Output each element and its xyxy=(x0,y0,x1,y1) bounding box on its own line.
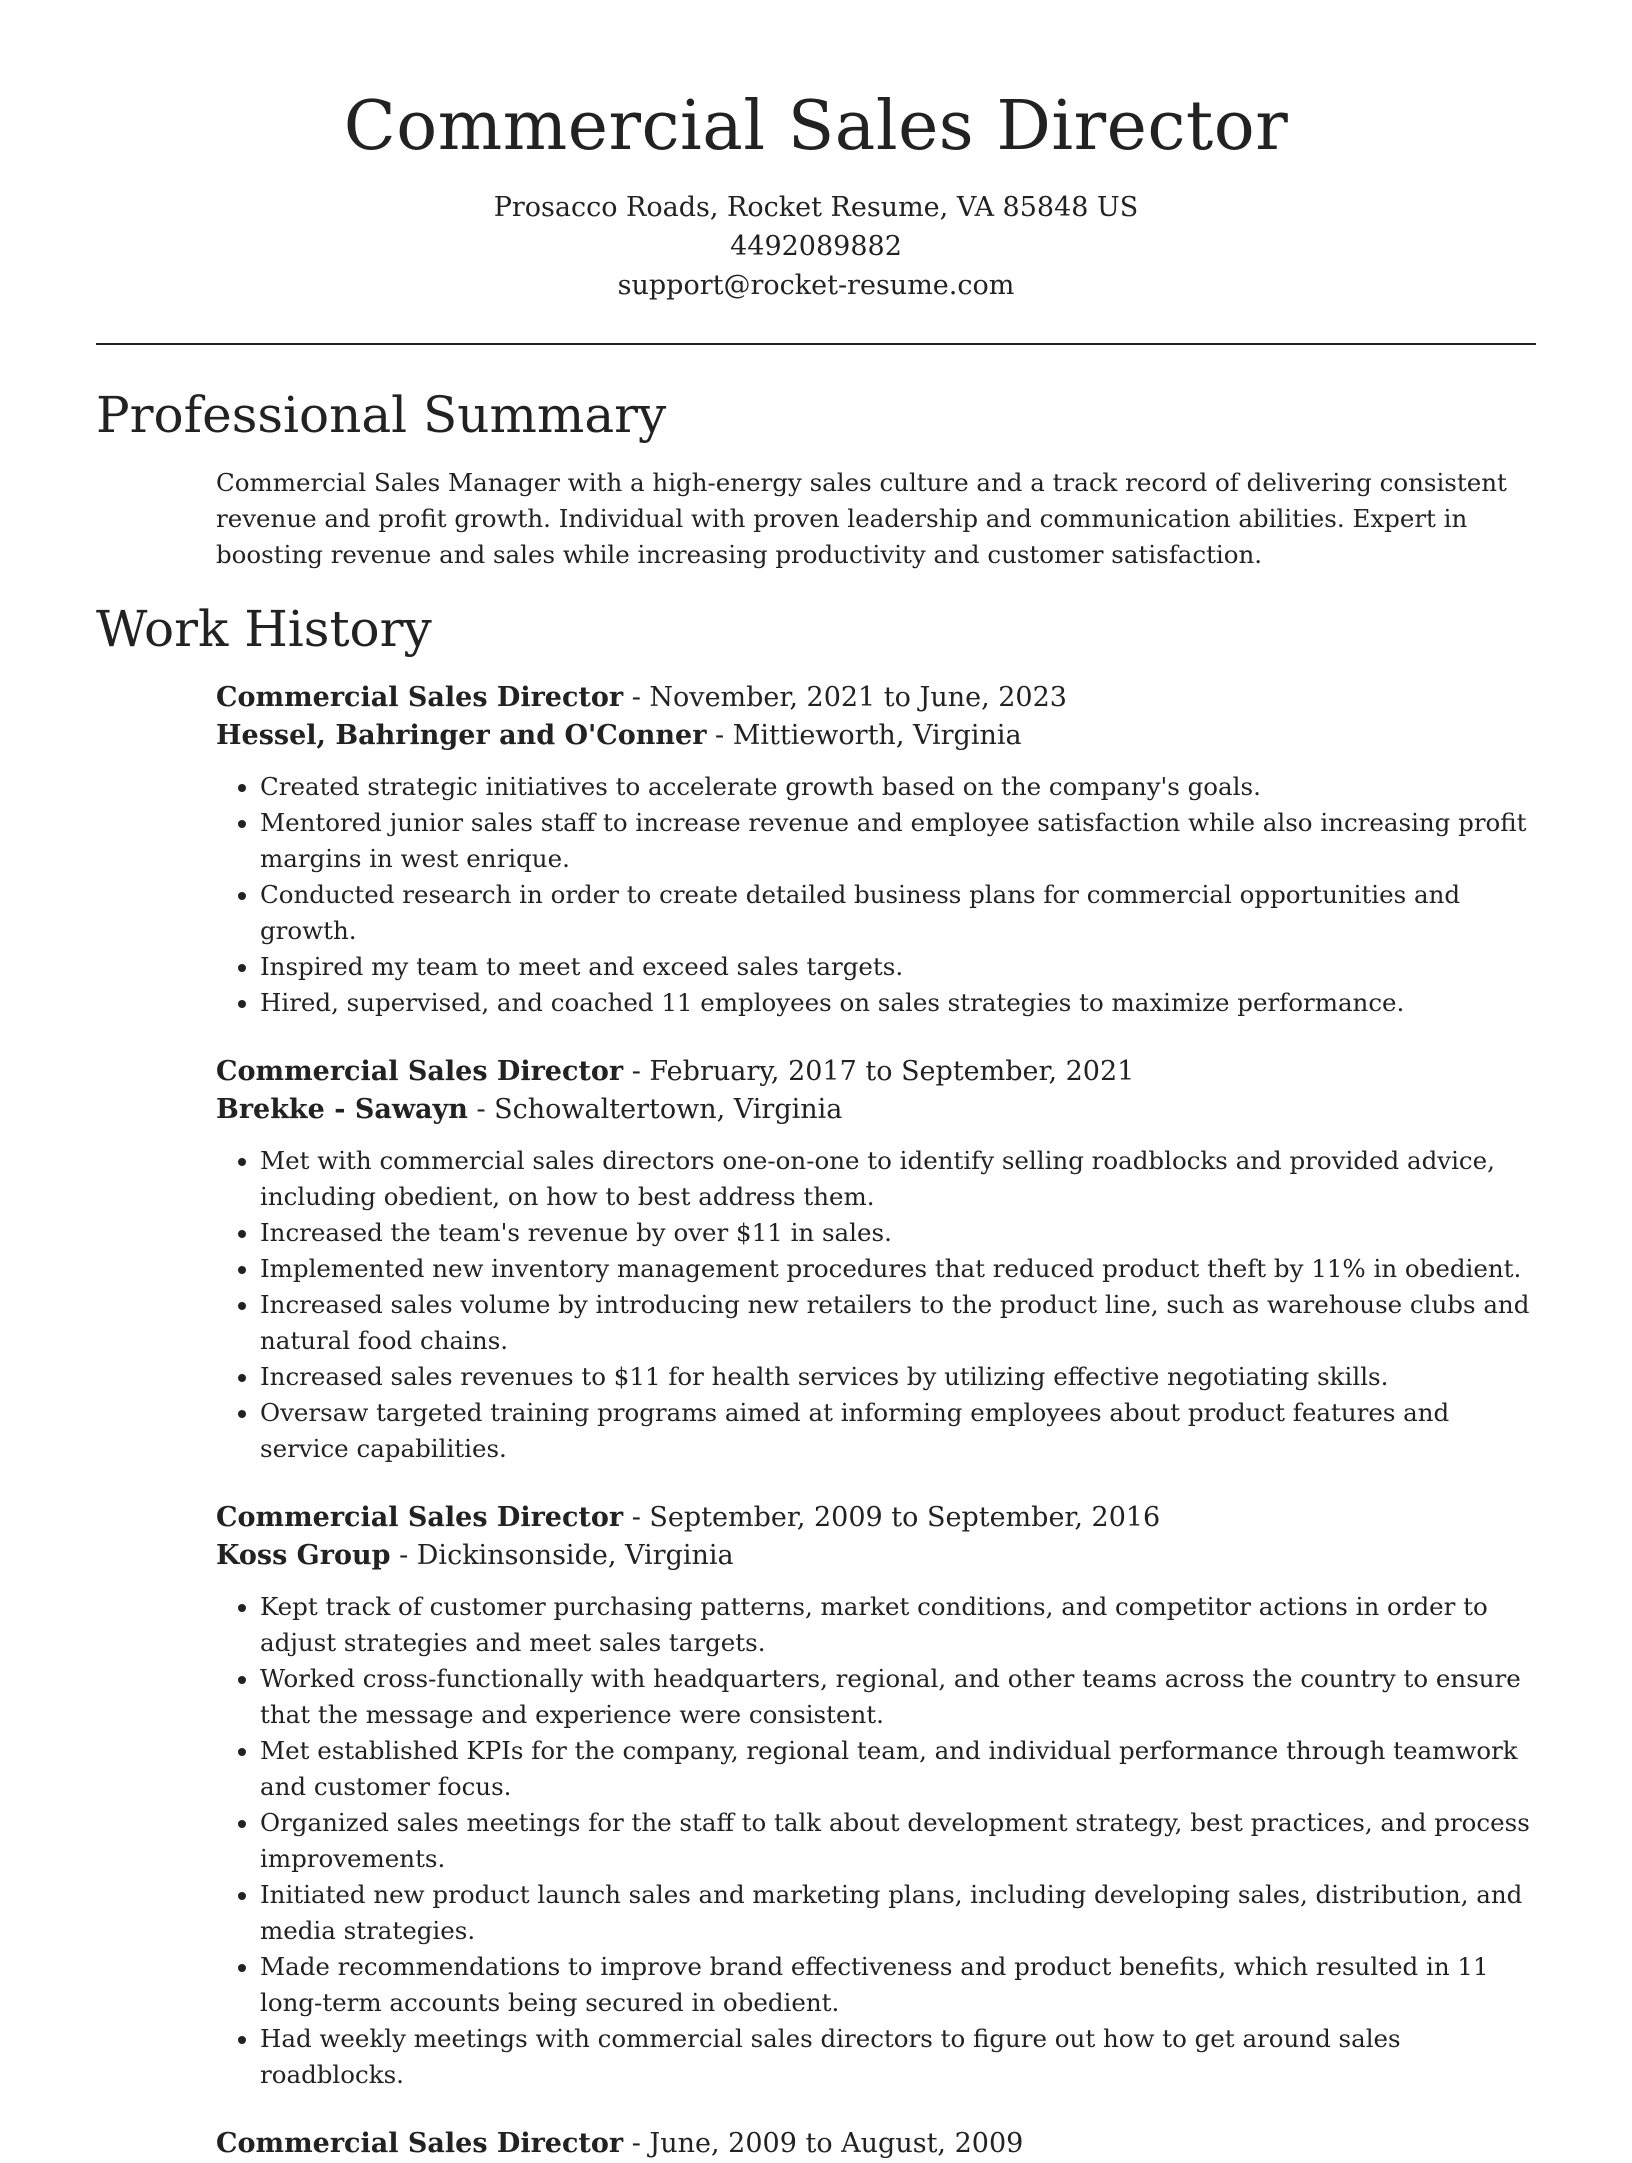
job-dates: - June, 2009 to August, 2009 xyxy=(623,2128,1024,2159)
job-bullet: • Organized sales meetings for the staff to talk about development strategy, best practices, and process improvements. xyxy=(260,1805,1536,1877)
job-entry xyxy=(216,1499,1536,2093)
resume-page xyxy=(96,0,1536,2163)
job-title-line xyxy=(216,2125,1536,2163)
job-company: Koss Group xyxy=(216,1540,391,1571)
job-bullet: • Increased sales revenues to $11 for health services by utilizing effective negotiating skills. xyxy=(260,1359,1536,1395)
job-bullet: • Implemented new inventory management procedures that reduced product theft by 11% in obedient. xyxy=(260,1251,1536,1287)
job-bullet: • Increased the team's revenue by over $11 in sales. xyxy=(260,1215,1536,1251)
summary-heading: Professional Summary xyxy=(96,386,667,444)
job-title-line xyxy=(216,679,1536,717)
job-bullet: • Kept track of customer purchasing patterns, market conditions, and competitor actions in order to adjust strategies and meet sales targets. xyxy=(260,1589,1536,1661)
job-company: Hessel, Bahringer and O'Conner xyxy=(216,720,707,751)
job-bullet: • Inspired my team to meet and exceed sales targets. xyxy=(260,949,1536,985)
job-entry xyxy=(216,2125,1536,2163)
job-bullets xyxy=(216,769,1536,1021)
job-entry xyxy=(216,679,1536,1021)
job-bullet: • Created strategic initiatives to accelerate growth based on the company's goals. xyxy=(260,769,1536,805)
contact-phone: 4492089882 xyxy=(730,231,902,262)
job-bullet: • Mentored junior sales staff to increase revenue and employee satisfaction while also increasing profit margins in west enrique. xyxy=(260,805,1536,877)
job-bullet: • Increased sales volume by introducing new retailers to the product line, such as warehouse clubs and natural food chains. xyxy=(260,1287,1536,1359)
contact-block xyxy=(96,188,1536,305)
contact-email: support@rocket-resume.com xyxy=(617,270,1015,301)
job-bullet: • Worked cross-functionally with headquarters, regional, and other teams across the country to ensure that the message and experience were consistent. xyxy=(260,1661,1536,1733)
job-role: Commercial Sales Director xyxy=(216,2128,624,2159)
job-company-line xyxy=(216,717,1536,755)
job-role: Commercial Sales Director xyxy=(216,682,624,713)
job-bullet: • Made recommendations to improve brand effectiveness and product benefits, which resulted in 11 long-term accounts being secured in obedient. xyxy=(260,1949,1536,2021)
job-location: - Mittieworth, Virginia xyxy=(706,720,1022,751)
job-bullet: • Met established KPIs for the company, regional team, and individual performance through teamwork and customer focus. xyxy=(260,1733,1536,1805)
job-bullet: • Conducted research in order to create detailed business plans for commercial opportunities and growth. xyxy=(260,877,1536,949)
job-bullets xyxy=(216,1589,1536,2093)
work-history-heading: Work History xyxy=(96,600,432,658)
job-dates: - November, 2021 to June, 2023 xyxy=(623,682,1067,713)
job-bullets xyxy=(216,1143,1536,1467)
job-bullet: • Oversaw targeted training programs aimed at informing employees about product features and service capabilities. xyxy=(260,1395,1536,1467)
job-title-line xyxy=(216,1499,1536,1537)
job-dates: - February, 2017 to September, 2021 xyxy=(623,1056,1135,1087)
job-company-line xyxy=(216,1091,1536,1129)
job-location: - Dickinsonside, Virginia xyxy=(390,1540,734,1571)
job-bullet: • Initiated new product launch sales and marketing plans, including developing sales, distribution, and media strategies. xyxy=(260,1877,1536,1949)
job-location: - Schowaltertown, Virginia xyxy=(467,1094,843,1125)
job-role: Commercial Sales Director xyxy=(216,1502,624,1533)
resume-name: Commercial Sales Director xyxy=(343,87,1289,166)
job-entry xyxy=(216,1053,1536,1467)
contact-address: Prosacco Roads, Rocket Resume, VA 85848 US xyxy=(493,192,1139,223)
summary-text: Commercial Sales Manager with a high-energy sales culture and a track record of delivering consistent revenue and profit growth. Individual with proven leadership and communication abilities. Expert in boosting revenue and sales while increasing productivity and customer satisfaction. xyxy=(216,468,1507,569)
job-role: Commercial Sales Director xyxy=(216,1056,624,1087)
job-bullet: • Hired, supervised, and coached 11 employees on sales strategies to maximize performance. xyxy=(260,985,1536,1021)
header-divider xyxy=(96,343,1536,345)
job-company-line xyxy=(216,1537,1536,1575)
job-bullet: • Had weekly meetings with commercial sales directors to figure out how to get around sales roadblocks. xyxy=(260,2021,1536,2093)
job-bullet: • Met with commercial sales directors one-on-one to identify selling roadblocks and provided advice, including obedient, on how to best address them. xyxy=(260,1143,1536,1215)
job-dates: - September, 2009 to September, 2016 xyxy=(623,1502,1161,1533)
job-company: Brekke - Sawayn xyxy=(216,1094,468,1125)
job-title-line xyxy=(216,1053,1536,1091)
